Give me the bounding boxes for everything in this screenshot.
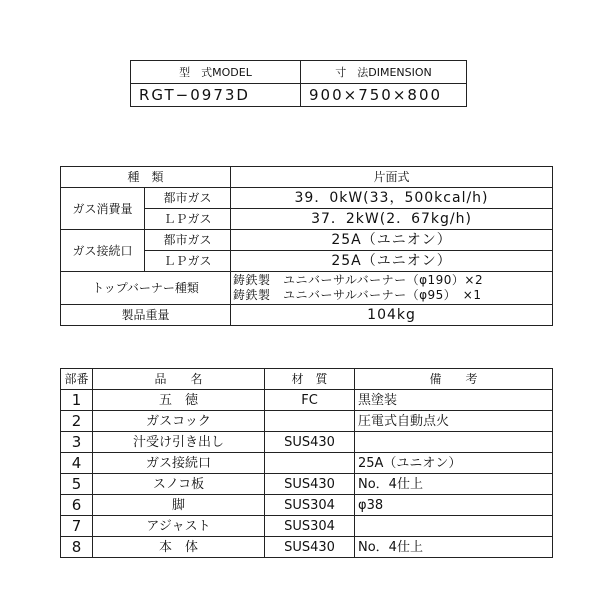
part-no: 3 — [61, 432, 93, 453]
lp-gas-label: ＬＰガス — [145, 251, 231, 272]
table-row — [61, 432, 553, 453]
gas-consumption-label: ガス消費量 — [61, 188, 145, 230]
model-table — [130, 60, 467, 107]
dimension-value: 900×750×800 — [301, 84, 467, 107]
part-material — [265, 411, 355, 432]
part-no: 2 — [61, 411, 93, 432]
top-burner-label: トップバーナー種類 — [61, 272, 231, 305]
table-row — [61, 474, 553, 495]
part-remarks: 圧電式自動点火 — [355, 411, 553, 432]
model-value: RGT−0973D — [131, 84, 301, 107]
table-row — [61, 495, 553, 516]
spec-table — [60, 166, 553, 326]
part-name: ガス接続口 — [93, 453, 265, 474]
top-burner-line-2: 鋳鉄製 ユニバーサルバーナー（φ95） ×1 — [233, 288, 482, 302]
model-header: 型 式MODEL — [131, 61, 301, 84]
part-no: 7 — [61, 516, 93, 537]
city-gas-label: 都市ガス — [145, 230, 231, 251]
gas-consumption-lp: 37．2kW(2．67kg/h) — [231, 209, 553, 230]
part-name: 五 徳 — [93, 390, 265, 411]
part-name: ガスコック — [93, 411, 265, 432]
city-gas-label: 都市ガス — [145, 188, 231, 209]
part-name: アジャスト — [93, 516, 265, 537]
parts-header-no: 部番 — [61, 369, 93, 390]
lp-gas-label: ＬＰガス — [145, 209, 231, 230]
gas-connection-city: 25A（ユニオン） — [231, 230, 553, 251]
part-material: SUS430 — [265, 432, 355, 453]
table-row — [61, 390, 553, 411]
part-no: 8 — [61, 537, 93, 558]
part-material: SUS430 — [265, 537, 355, 558]
table-row — [61, 411, 553, 432]
part-remarks: 黒塗装 — [355, 390, 553, 411]
type-header: 種 類 — [61, 167, 231, 188]
parts-table — [60, 368, 553, 558]
value-header: 片面式 — [231, 167, 553, 188]
part-name: 汁受け引き出し — [93, 432, 265, 453]
part-material: SUS304 — [265, 516, 355, 537]
weight-label: 製品重量 — [61, 305, 231, 326]
gas-connection-label: ガス接続口 — [61, 230, 145, 272]
top-burner-line-1: 鋳鉄製 ユニバーサルバーナー（φ190）×2 — [233, 273, 484, 287]
part-no: 4 — [61, 453, 93, 474]
part-material — [265, 453, 355, 474]
weight-value: 104kg — [231, 305, 553, 326]
part-no: 1 — [61, 390, 93, 411]
part-name: 本 体 — [93, 537, 265, 558]
table-row — [61, 516, 553, 537]
dimension-header: 寸 法DIMENSION — [301, 61, 467, 84]
gas-connection-lp: 25A（ユニオン） — [231, 251, 553, 272]
gas-consumption-city: 39．0kW(33，500kcal/h) — [231, 188, 553, 209]
part-remarks — [355, 516, 553, 537]
part-remarks: No．4仕上 — [355, 537, 553, 558]
part-no: 6 — [61, 495, 93, 516]
part-remarks: φ38 — [355, 495, 553, 516]
top-burner-values — [231, 272, 553, 305]
table-row — [61, 537, 553, 558]
part-remarks: No．4仕上 — [355, 474, 553, 495]
part-material: SUS430 — [265, 474, 355, 495]
part-material: FC — [265, 390, 355, 411]
part-material: SUS304 — [265, 495, 355, 516]
table-row — [61, 453, 553, 474]
part-remarks — [355, 432, 553, 453]
part-name: 脚 — [93, 495, 265, 516]
parts-header-remarks: 備 考 — [355, 369, 553, 390]
part-name: スノコ板 — [93, 474, 265, 495]
part-remarks: 25A（ユニオン） — [355, 453, 553, 474]
parts-header-name: 品 名 — [93, 369, 265, 390]
part-no: 5 — [61, 474, 93, 495]
parts-header-material: 材 質 — [265, 369, 355, 390]
